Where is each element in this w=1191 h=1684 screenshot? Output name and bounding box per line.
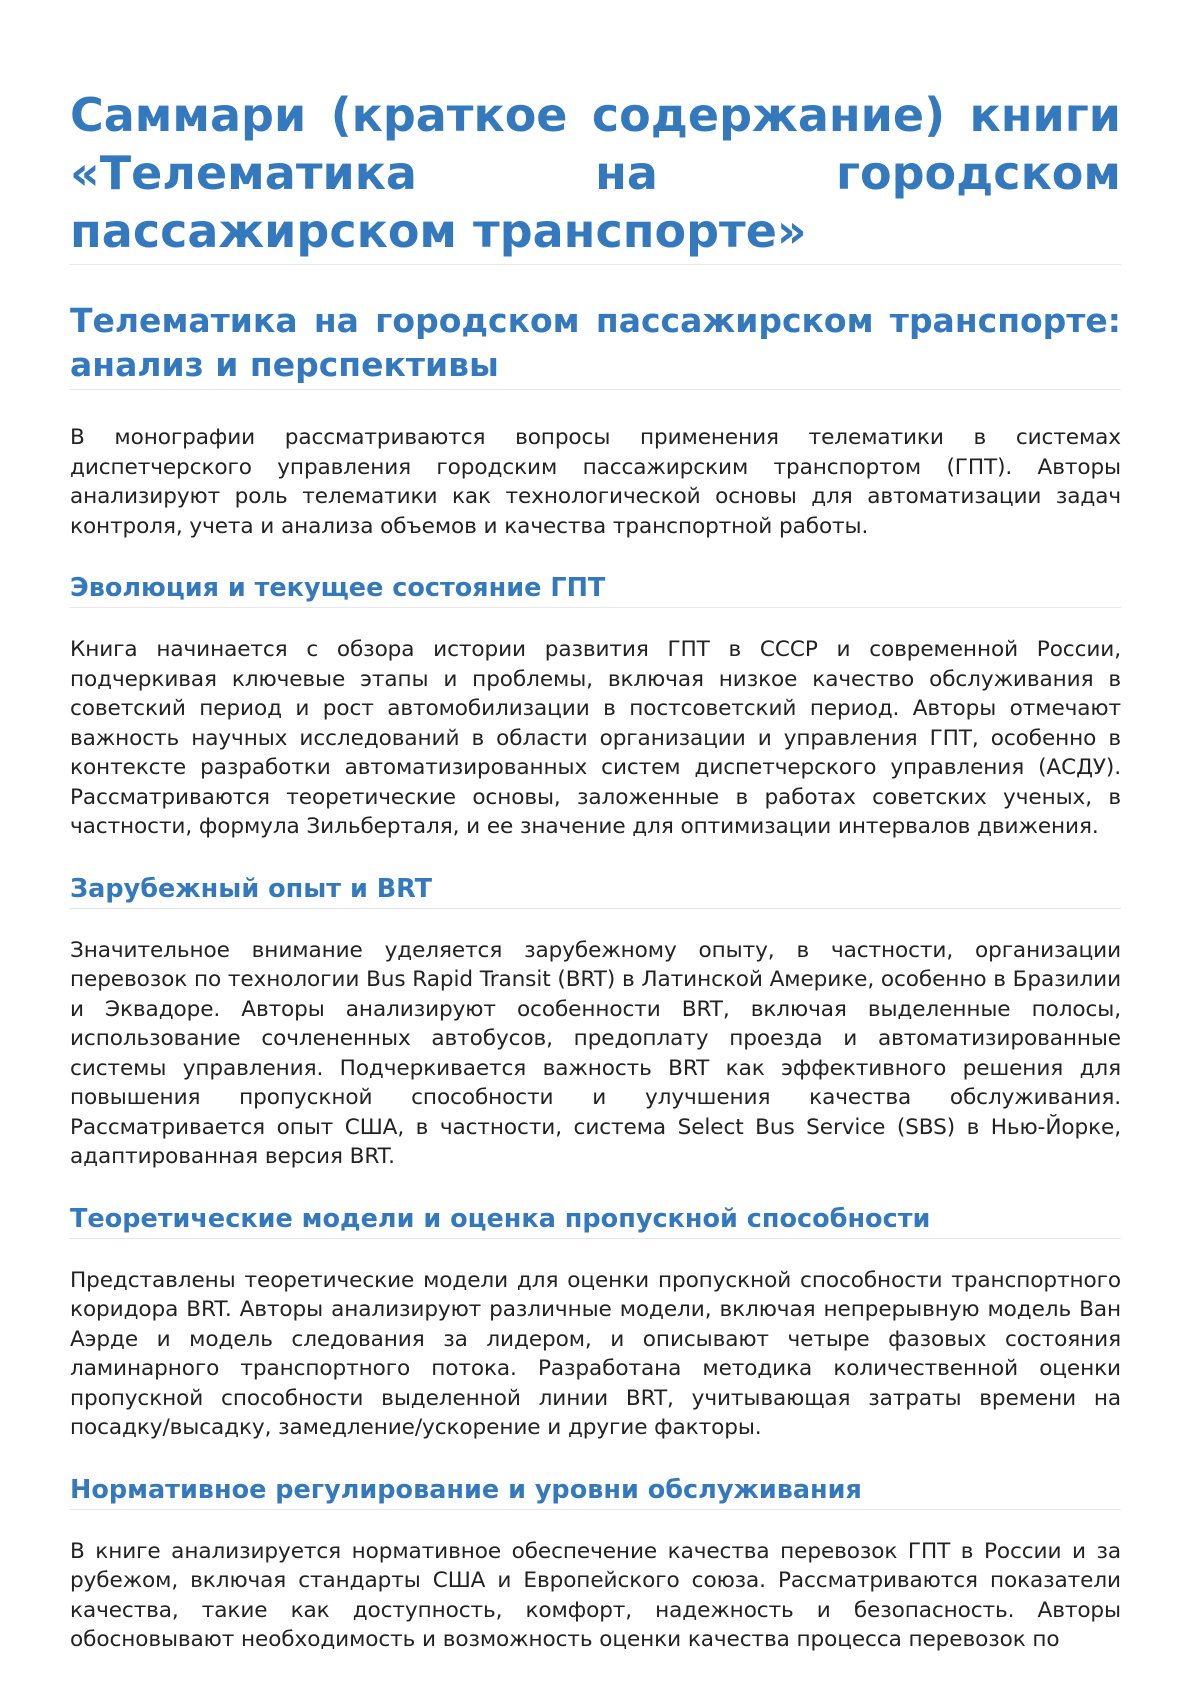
section-paragraph: Представлены теоретические модели для оценки пропускной способности транспортного коридора BRT. Авторы анализируют различные модели, включая непрерывную модель Ван Аэрде и модель следования за лидером, и описывают четыре фазовых состояния ламинарного транспортного потока. Разработана методика количественной оценки пропускной способности выделенной линии BRT, учитывающая затраты времени на посадку/высадку, замедление/ускорение и другие факторы. — [70, 1267, 1121, 1440]
section-heading: Зарубежный опыт и BRT — [70, 871, 1121, 909]
section-paragraph: Книга начинается с обзора истории развития ГПТ в СССР и современной России, подчеркивая ключевые этапы и проблемы, включая низкое качество обслуживания в советский период и рост автомобилизации в постсоветский период. Авторы отмечают важность научных исследований в области организации и управления ГПТ, особенно в контексте разработки автоматизированных систем диспетчерского управления (АСДУ). Рассматриваются теоретические основы, заложенные в работах советских ученых, в частности, формула Зильберталя, и ее значение для оптимизации интервалов движения. — [70, 637, 1121, 839]
section-evolution — [70, 570, 1121, 842]
document-subtitle: Телематика на городском пассажирском транспорте: анализ и перспективы — [70, 299, 1121, 390]
section-regulation — [70, 1472, 1121, 1655]
section-theoretical-models — [70, 1201, 1121, 1443]
section-paragraph: Значительное внимание уделяется зарубежному опыту, в частности, организации перевозок по технологии Bus Rapid Transit (BRT) в Латинской Америке, особенно в Бразилии и Эквадоре. Авторы анализируют особенности BRT, включая выделенные полосы, использование сочлененных автобусов, предоплату проезда и автоматизированные системы управления. Подчеркивается важность BRT как эффективного решения для повышения пропускной способности и улучшения качества обслуживания. Рассматривается опыт США, в частности, система Select Bus Service (SBS) в Нью-Йорке, адаптированная версия BRT. — [70, 937, 1121, 1169]
intro-paragraph: В монографии рассматриваются вопросы применения телематики в системах диспетчерского управления городским пассажирским транспортом (ГПТ). Авторы анализируют роль телематики как технологической основы для автоматизации задач контроля, учета и анализа объемов и качества транспортной работы. — [70, 425, 1121, 539]
section-heading: Эволюция и текущее состояние ГПТ — [70, 570, 1121, 608]
section-heading: Нормативное регулирование и уровни обслуживания — [70, 1472, 1121, 1510]
section-foreign-experience — [70, 871, 1121, 1172]
section-heading: Теоретические модели и оценка пропускной способности — [70, 1201, 1121, 1239]
section-paragraph: В книге анализируется нормативное обеспечение качества перевозок ГПТ в России и за рубежом, включая стандарты США и Европейского союза. Рассматриваются показатели качества, такие как доступность, комфорт, надежность и безопасность. Авторы обосновывают необходимость и возможность оценки качества процесса перевозок по — [70, 1538, 1121, 1652]
document-title: Саммари (краткое содержание) книги «Телематика на городском пассажирском транспорте» — [70, 86, 1121, 265]
